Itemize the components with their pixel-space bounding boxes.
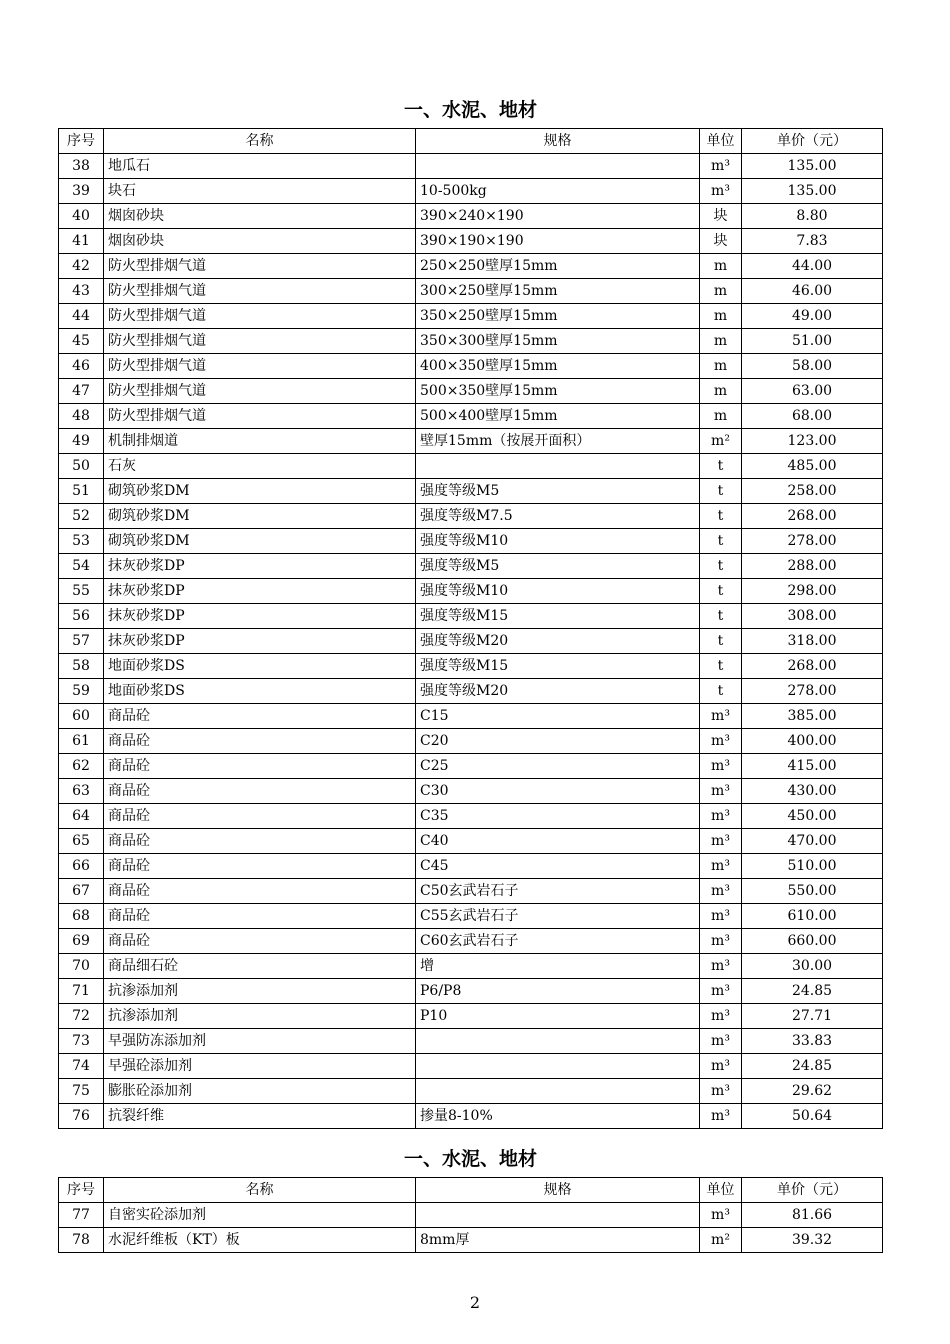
cell-index: 38 [59, 154, 104, 179]
cell-unit: m³ [700, 1079, 742, 1104]
cell-price: 288.00 [742, 554, 883, 579]
table-row [59, 279, 883, 304]
cell-price: 8.80 [742, 204, 883, 229]
cell-spec: 强度等级M20 [416, 679, 700, 704]
table-row [59, 729, 883, 754]
cell-price: 400.00 [742, 729, 883, 754]
table-row [59, 179, 883, 204]
cell-price: 27.71 [742, 1004, 883, 1029]
cell-price: 29.62 [742, 1079, 883, 1104]
cell-price: 385.00 [742, 704, 883, 729]
cell-name: 抹灰砂浆DP [104, 629, 416, 654]
cell-index: 61 [59, 729, 104, 754]
cell-name: 水泥纤维板（KT）板 [104, 1228, 416, 1253]
table-row [59, 579, 883, 604]
cell-unit: m³ [700, 954, 742, 979]
cell-spec: 强度等级M10 [416, 529, 700, 554]
header-index: 序号 [59, 129, 104, 154]
cell-spec: 500×350壁厚15mm [416, 379, 700, 404]
cell-name: 烟囱砂块 [104, 229, 416, 254]
cell-spec: 250×250壁厚15mm [416, 254, 700, 279]
table-row [59, 854, 883, 879]
table-row [59, 1029, 883, 1054]
table-row [59, 1228, 883, 1253]
cell-unit: m² [700, 1228, 742, 1253]
cell-unit: m³ [700, 1104, 742, 1129]
cell-index: 71 [59, 979, 104, 1004]
cell-spec: C50玄武岩石子 [416, 879, 700, 904]
table-row [59, 554, 883, 579]
table-row [59, 379, 883, 404]
cell-price: 430.00 [742, 779, 883, 804]
cell-index: 51 [59, 479, 104, 504]
cell-spec [416, 454, 700, 479]
table-row [59, 604, 883, 629]
cell-price: 268.00 [742, 504, 883, 529]
cell-spec: C30 [416, 779, 700, 804]
cell-name: 砌筑砂浆DM [104, 529, 416, 554]
cell-price: 298.00 [742, 579, 883, 604]
cell-price: 450.00 [742, 804, 883, 829]
cell-name: 地面砂浆DS [104, 679, 416, 704]
cell-index: 42 [59, 254, 104, 279]
table-row [59, 1203, 883, 1228]
cell-name: 防火型排烟气道 [104, 304, 416, 329]
cell-price: 58.00 [742, 354, 883, 379]
cell-price: 24.85 [742, 1054, 883, 1079]
header-price: 单价（元） [742, 1178, 883, 1203]
cell-unit: m³ [700, 904, 742, 929]
cell-unit: t [700, 629, 742, 654]
cell-price: 470.00 [742, 829, 883, 854]
cell-index: 69 [59, 929, 104, 954]
price-table [58, 1177, 883, 1253]
cell-index: 72 [59, 1004, 104, 1029]
cell-unit: m [700, 404, 742, 429]
cell-spec [416, 1079, 700, 1104]
cell-name: 抗渗添加剂 [104, 1004, 416, 1029]
cell-index: 74 [59, 1054, 104, 1079]
section-title: 一、水泥、地材 [403, 99, 537, 121]
cell-spec: 强度等级M5 [416, 479, 700, 504]
cell-spec: C15 [416, 704, 700, 729]
cell-spec: 强度等级M5 [416, 554, 700, 579]
cell-index: 76 [59, 1104, 104, 1129]
header-price: 单价（元） [742, 129, 883, 154]
cell-unit: m [700, 279, 742, 304]
cell-spec: 400×350壁厚15mm [416, 354, 700, 379]
table-row [59, 454, 883, 479]
cell-unit: m³ [700, 1054, 742, 1079]
cell-spec: C40 [416, 829, 700, 854]
cell-unit: m³ [700, 754, 742, 779]
cell-spec: 掺量8-10% [416, 1104, 700, 1129]
cell-unit: m³ [700, 854, 742, 879]
cell-index: 39 [59, 179, 104, 204]
table-row [59, 254, 883, 279]
cell-index: 64 [59, 804, 104, 829]
cell-name: 商品砼 [104, 704, 416, 729]
cell-index: 65 [59, 829, 104, 854]
cell-name: 抹灰砂浆DP [104, 554, 416, 579]
cell-price: 485.00 [742, 454, 883, 479]
cell-name: 商品细石砼 [104, 954, 416, 979]
cell-price: 49.00 [742, 304, 883, 329]
cell-price: 24.85 [742, 979, 883, 1004]
cell-unit: m [700, 354, 742, 379]
cell-spec: 强度等级M10 [416, 579, 700, 604]
cell-price: 7.83 [742, 229, 883, 254]
cell-index: 54 [59, 554, 104, 579]
table-row [59, 654, 883, 679]
cell-spec: P10 [416, 1004, 700, 1029]
cell-unit: t [700, 679, 742, 704]
cell-price: 278.00 [742, 679, 883, 704]
cell-name: 膨胀砼添加剂 [104, 1079, 416, 1104]
header-spec: 规格 [416, 129, 700, 154]
header-unit: 单位 [700, 129, 742, 154]
table-row [59, 879, 883, 904]
table-row [59, 704, 883, 729]
cell-name: 石灰 [104, 454, 416, 479]
cell-price: 46.00 [742, 279, 883, 304]
cell-index: 45 [59, 329, 104, 354]
table-header-row [59, 1178, 883, 1203]
cell-index: 60 [59, 704, 104, 729]
table-row [59, 1104, 883, 1129]
price-table [58, 128, 883, 1129]
table-row [59, 1004, 883, 1029]
cell-unit: m [700, 329, 742, 354]
cell-index: 47 [59, 379, 104, 404]
cell-name: 抹灰砂浆DP [104, 579, 416, 604]
cell-spec: 300×250壁厚15mm [416, 279, 700, 304]
table-row [59, 204, 883, 229]
cell-unit: t [700, 604, 742, 629]
cell-unit: m³ [700, 179, 742, 204]
cell-index: 43 [59, 279, 104, 304]
cell-spec: 350×300壁厚15mm [416, 329, 700, 354]
section-title: 一、水泥、地材 [403, 1148, 537, 1170]
cell-price: 415.00 [742, 754, 883, 779]
cell-index: 58 [59, 654, 104, 679]
cell-unit: m³ [700, 779, 742, 804]
cell-index: 49 [59, 429, 104, 454]
cell-unit: m³ [700, 154, 742, 179]
cell-name: 防火型排烟气道 [104, 254, 416, 279]
cell-unit: 块 [700, 204, 742, 229]
cell-index: 63 [59, 779, 104, 804]
cell-name: 商品砼 [104, 904, 416, 929]
table-row [59, 429, 883, 454]
table-row [59, 679, 883, 704]
table-row [59, 479, 883, 504]
cell-index: 44 [59, 304, 104, 329]
cell-name: 防火型排烟气道 [104, 404, 416, 429]
table-row [59, 779, 883, 804]
cell-unit: t [700, 504, 742, 529]
cell-unit: 块 [700, 229, 742, 254]
cell-price: 278.00 [742, 529, 883, 554]
cell-unit: m³ [700, 1004, 742, 1029]
cell-price: 39.32 [742, 1228, 883, 1253]
cell-name: 防火型排烟气道 [104, 379, 416, 404]
cell-index: 57 [59, 629, 104, 654]
page-number: 2 [469, 1293, 481, 1312]
cell-price: 51.00 [742, 329, 883, 354]
table-row [59, 929, 883, 954]
cell-name: 商品砼 [104, 754, 416, 779]
cell-unit: t [700, 654, 742, 679]
cell-name: 地瓜石 [104, 154, 416, 179]
cell-unit: t [700, 454, 742, 479]
table-row [59, 954, 883, 979]
cell-price: 68.00 [742, 404, 883, 429]
cell-name: 抗渗添加剂 [104, 979, 416, 1004]
cell-unit: m³ [700, 704, 742, 729]
cell-index: 41 [59, 229, 104, 254]
cell-name: 抹灰砂浆DP [104, 604, 416, 629]
cell-unit: m³ [700, 729, 742, 754]
cell-spec: 强度等级M15 [416, 604, 700, 629]
cell-name: 烟囱砂块 [104, 204, 416, 229]
table-row [59, 304, 883, 329]
cell-spec: C60玄武岩石子 [416, 929, 700, 954]
table-row [59, 529, 883, 554]
table-row [59, 629, 883, 654]
cell-spec: 390×190×190 [416, 229, 700, 254]
cell-index: 77 [59, 1203, 104, 1228]
cell-unit: m³ [700, 1029, 742, 1054]
cell-price: 318.00 [742, 629, 883, 654]
cell-spec: 强度等级M20 [416, 629, 700, 654]
table-header-row [59, 129, 883, 154]
cell-name: 早强砼添加剂 [104, 1054, 416, 1079]
cell-index: 56 [59, 604, 104, 629]
cell-index: 53 [59, 529, 104, 554]
table-row [59, 329, 883, 354]
cell-index: 59 [59, 679, 104, 704]
table-row [59, 804, 883, 829]
cell-price: 135.00 [742, 154, 883, 179]
cell-unit: m³ [700, 879, 742, 904]
cell-spec: 390×240×190 [416, 204, 700, 229]
cell-index: 73 [59, 1029, 104, 1054]
cell-index: 48 [59, 404, 104, 429]
table-row [59, 754, 883, 779]
cell-spec: 500×400壁厚15mm [416, 404, 700, 429]
cell-index: 46 [59, 354, 104, 379]
cell-index: 52 [59, 504, 104, 529]
cell-spec: C35 [416, 804, 700, 829]
cell-name: 商品砼 [104, 829, 416, 854]
table-row [59, 229, 883, 254]
cell-price: 81.66 [742, 1203, 883, 1228]
cell-spec: C25 [416, 754, 700, 779]
cell-index: 70 [59, 954, 104, 979]
cell-index: 55 [59, 579, 104, 604]
table-row [59, 904, 883, 929]
cell-index: 78 [59, 1228, 104, 1253]
header-name: 名称 [104, 129, 416, 154]
cell-name: 商品砼 [104, 729, 416, 754]
cell-name: 机制排烟道 [104, 429, 416, 454]
cell-spec: 10-500kg [416, 179, 700, 204]
cell-spec [416, 154, 700, 179]
cell-name: 防火型排烟气道 [104, 329, 416, 354]
cell-price: 44.00 [742, 254, 883, 279]
cell-index: 50 [59, 454, 104, 479]
cell-spec: 强度等级M15 [416, 654, 700, 679]
cell-name: 防火型排烟气道 [104, 354, 416, 379]
cell-price: 30.00 [742, 954, 883, 979]
header-name: 名称 [104, 1178, 416, 1203]
cell-price: 258.00 [742, 479, 883, 504]
table-row [59, 1079, 883, 1104]
cell-price: 660.00 [742, 929, 883, 954]
cell-spec [416, 1029, 700, 1054]
cell-price: 135.00 [742, 179, 883, 204]
table-row [59, 154, 883, 179]
cell-price: 33.83 [742, 1029, 883, 1054]
cell-spec [416, 1054, 700, 1079]
cell-name: 自密实砼添加剂 [104, 1203, 416, 1228]
cell-index: 62 [59, 754, 104, 779]
header-spec: 规格 [416, 1178, 700, 1203]
cell-unit: m³ [700, 804, 742, 829]
cell-price: 123.00 [742, 429, 883, 454]
cell-unit: m³ [700, 929, 742, 954]
cell-spec: P6/P8 [416, 979, 700, 1004]
cell-name: 商品砼 [104, 879, 416, 904]
table-row [59, 829, 883, 854]
cell-index: 40 [59, 204, 104, 229]
cell-spec: 强度等级M7.5 [416, 504, 700, 529]
cell-spec [416, 1203, 700, 1228]
cell-spec: 8mm厚 [416, 1228, 700, 1253]
cell-name: 防火型排烟气道 [104, 279, 416, 304]
cell-spec: C20 [416, 729, 700, 754]
cell-name: 砌筑砂浆DM [104, 504, 416, 529]
cell-unit: m² [700, 429, 742, 454]
cell-name: 商品砼 [104, 929, 416, 954]
table-row [59, 979, 883, 1004]
cell-index: 67 [59, 879, 104, 904]
cell-name: 抗裂纤维 [104, 1104, 416, 1129]
header-index: 序号 [59, 1178, 104, 1203]
cell-name: 商品砼 [104, 804, 416, 829]
cell-index: 66 [59, 854, 104, 879]
cell-spec: C45 [416, 854, 700, 879]
cell-index: 68 [59, 904, 104, 929]
table-row [59, 404, 883, 429]
cell-unit: m [700, 304, 742, 329]
table-row [59, 354, 883, 379]
header-unit: 单位 [700, 1178, 742, 1203]
cell-price: 308.00 [742, 604, 883, 629]
cell-unit: m³ [700, 829, 742, 854]
cell-spec: 增 [416, 954, 700, 979]
cell-name: 地面砂浆DS [104, 654, 416, 679]
cell-name: 早强防冻添加剂 [104, 1029, 416, 1054]
cell-spec: 350×250壁厚15mm [416, 304, 700, 329]
cell-unit: m³ [700, 979, 742, 1004]
cell-unit: m³ [700, 1203, 742, 1228]
cell-price: 510.00 [742, 854, 883, 879]
cell-unit: t [700, 579, 742, 604]
cell-unit: t [700, 479, 742, 504]
table-row [59, 504, 883, 529]
cell-unit: t [700, 554, 742, 579]
cell-price: 50.64 [742, 1104, 883, 1129]
cell-index: 75 [59, 1079, 104, 1104]
cell-price: 268.00 [742, 654, 883, 679]
cell-spec: C55玄武岩石子 [416, 904, 700, 929]
cell-name: 块石 [104, 179, 416, 204]
cell-spec: 壁厚15mm（按展开面积） [416, 429, 700, 454]
cell-unit: t [700, 529, 742, 554]
cell-name: 商品砼 [104, 854, 416, 879]
cell-unit: m [700, 254, 742, 279]
cell-price: 63.00 [742, 379, 883, 404]
cell-name: 商品砼 [104, 779, 416, 804]
cell-price: 550.00 [742, 879, 883, 904]
cell-name: 砌筑砂浆DM [104, 479, 416, 504]
table-row [59, 1054, 883, 1079]
cell-unit: m [700, 379, 742, 404]
cell-price: 610.00 [742, 904, 883, 929]
